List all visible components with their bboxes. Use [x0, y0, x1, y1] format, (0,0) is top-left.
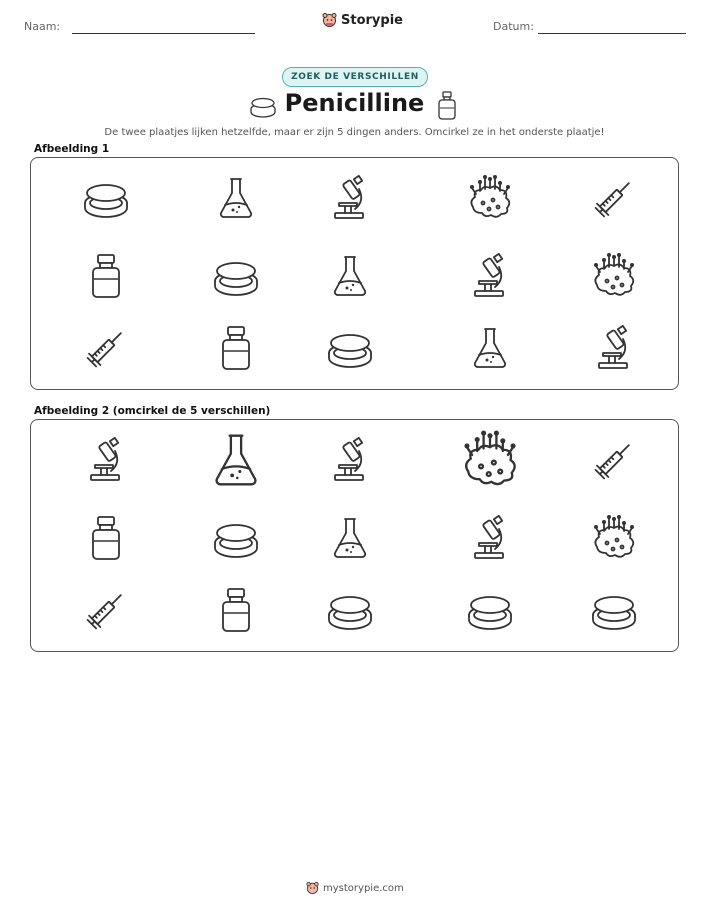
microscope-icon[interactable]	[81, 435, 131, 485]
vial-icon[interactable]	[211, 323, 261, 373]
syringe-icon[interactable]	[81, 585, 131, 635]
microscope-icon[interactable]	[465, 513, 515, 563]
date-line[interactable]	[538, 33, 686, 34]
petri-dish-icon[interactable]	[325, 585, 375, 635]
brand-logo	[322, 12, 403, 28]
microscope-icon[interactable]	[465, 251, 515, 301]
brand-name: Storypie	[341, 12, 403, 28]
storypie-mascot-icon	[306, 881, 319, 895]
name-label: Naam:	[24, 20, 61, 33]
vial-icon	[436, 90, 458, 122]
picture1-label: Afbeelding 1	[34, 143, 110, 155]
petri-dish-icon[interactable]	[211, 251, 261, 301]
picture2-panel	[30, 419, 679, 652]
footer	[306, 881, 404, 895]
microscope-icon[interactable]	[589, 323, 639, 373]
picture1-panel	[30, 157, 679, 390]
vial-icon[interactable]	[211, 585, 261, 635]
mold-icon[interactable]	[458, 428, 522, 492]
flask-icon[interactable]	[204, 428, 268, 492]
storypie-mascot-icon	[322, 12, 337, 28]
syringe-icon[interactable]	[589, 435, 639, 485]
activity-badge: ZOEK DE VERSCHILLEN	[282, 67, 428, 87]
instructions: De twee plaatjes lijken hetzelfde, maar er zijn 5 dingen anders. Omcirkel ze in het onderste plaatje!	[104, 127, 605, 138]
petri-dish-icon[interactable]	[465, 585, 515, 635]
microscope-icon[interactable]	[325, 435, 375, 485]
petri-dish-icon[interactable]	[325, 323, 375, 373]
picture2-label: Afbeelding 2 (omcirkel de 5 verschillen)	[34, 405, 271, 417]
syringe-icon[interactable]	[81, 323, 131, 373]
flask-icon[interactable]	[325, 513, 375, 563]
syringe-icon[interactable]	[589, 173, 639, 223]
mold-icon[interactable]	[589, 251, 639, 301]
microscope-icon[interactable]	[325, 173, 375, 223]
name-line[interactable]	[72, 33, 255, 34]
flask-icon[interactable]	[325, 251, 375, 301]
page-title: Penicilline	[284, 89, 425, 117]
date-label: Datum:	[493, 20, 534, 33]
petri-dish-icon[interactable]	[211, 513, 261, 563]
mold-icon[interactable]	[589, 513, 639, 563]
mold-icon[interactable]	[465, 173, 515, 223]
vial-icon[interactable]	[81, 251, 131, 301]
petri-dish-icon[interactable]	[81, 173, 131, 223]
flask-icon[interactable]	[211, 173, 261, 223]
footer-url[interactable]: mystorypie.com	[323, 882, 404, 894]
vial-icon[interactable]	[81, 513, 131, 563]
petri-dish-icon[interactable]	[589, 585, 639, 635]
flask-icon[interactable]	[465, 323, 515, 373]
